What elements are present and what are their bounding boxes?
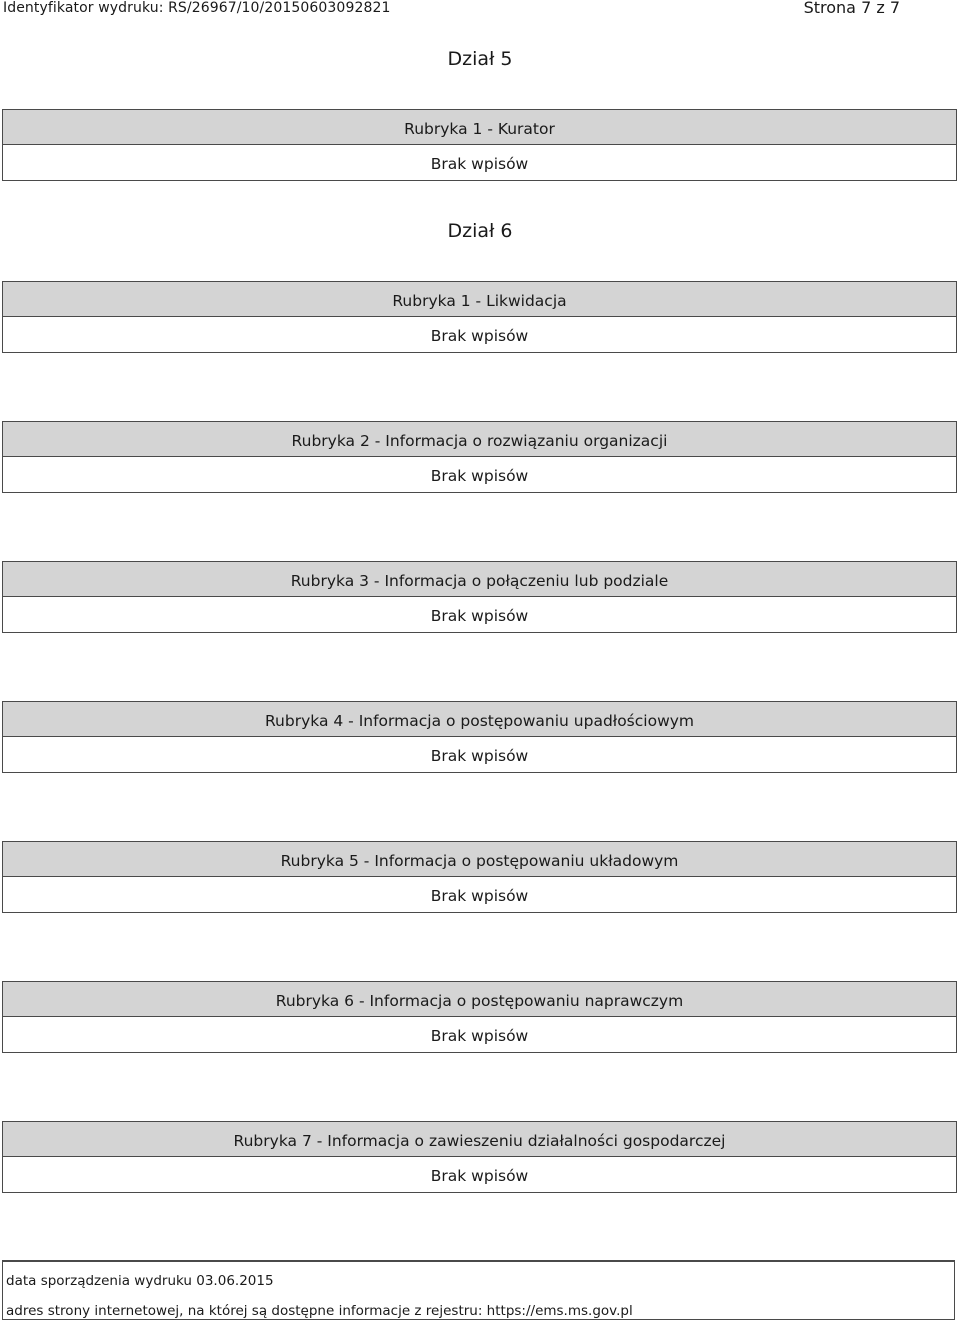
rubric-content: Brak wpisów [430,466,529,485]
rubric-box [2,981,957,1053]
rubric-title: Rubryka 3 - Informacja o połączeniu lub podziale [3,562,956,597]
rubric-content: Brak wpisów [430,154,529,173]
rubric-box [2,421,957,493]
rubric-content: Brak wpisów [430,326,529,345]
rubric-content: Brak wpisów [430,746,529,765]
page-footer [2,1260,955,1320]
rubric-title: Rubryka 2 - Informacja o rozwiązaniu organizacji [3,422,956,457]
rubric-box [2,561,957,633]
rubric-box [2,841,957,913]
section-title: Dział 5 [447,48,513,70]
rubric-content: Brak wpisów [430,1166,529,1185]
rubric-title: Rubryka 1 - Likwidacja [3,282,956,317]
rubric-box [2,701,957,773]
section-title: Dział 6 [447,220,513,242]
page-header-identifier: Identyfikator wydruku: RS/26967/10/20150603092821 [3,0,391,16]
rubric-box [2,281,957,353]
rubric-title: Rubryka 4 - Informacja o postępowaniu upadłościowym [3,702,956,737]
page-number: Strona 7 z 7 [803,0,900,17]
rubric-content: Brak wpisów [430,1026,529,1045]
print-date: data sporządzenia wydruku 03.06.2015 [6,1273,274,1289]
rubric-title: Rubryka 6 - Informacja o postępowaniu naprawczym [3,982,956,1017]
rubric-title: Rubryka 7 - Informacja o zawieszeniu działalności gospodarczej [3,1122,956,1157]
rubric-box [2,1121,957,1193]
rubric-box [2,109,957,181]
rubric-content: Brak wpisów [430,886,529,905]
rubric-title: Rubryka 5 - Informacja o postępowaniu układowym [3,842,956,877]
rubric-content: Brak wpisów [430,606,529,625]
rubric-title: Rubryka 1 - Kurator [3,110,956,145]
registry-address: adres strony internetowej, na której są dostępne informacje z rejestru: https://ems.ms.gov.pl [6,1303,633,1319]
